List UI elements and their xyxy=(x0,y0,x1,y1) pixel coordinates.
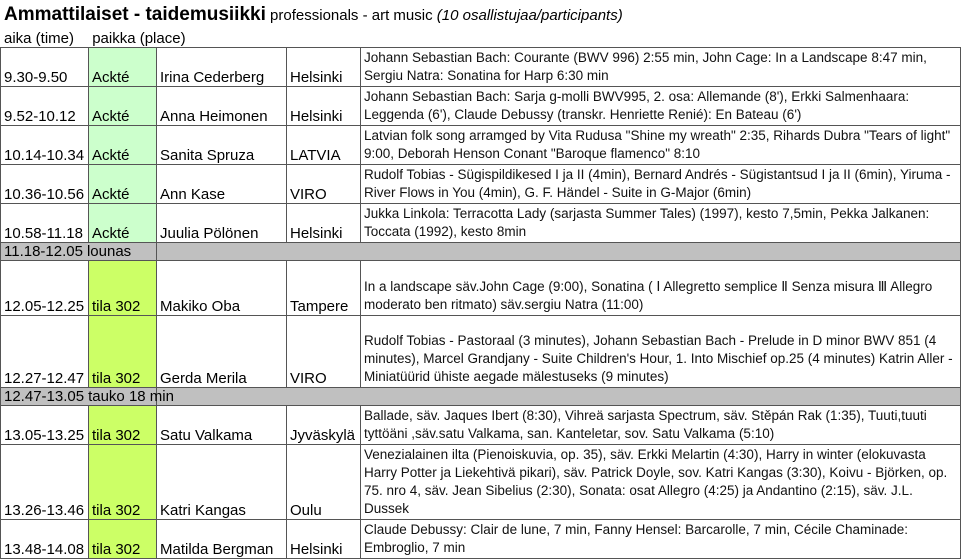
column-caption-row xyxy=(0,29,964,48)
break-label: lounas xyxy=(86,243,132,260)
time-cell: 13.48-14.08 xyxy=(1,520,89,559)
city-cell: Helsinki xyxy=(287,87,361,126)
time-cell: 13.05-13.25 xyxy=(1,406,89,445)
participant-count: (10 osallistujaa/participants) xyxy=(436,7,623,24)
table-row xyxy=(1,243,961,261)
city-cell: Helsinki xyxy=(287,48,361,87)
venue-cell: tila 302 xyxy=(89,520,157,559)
time-cell: 12.05-12.25 xyxy=(1,261,89,316)
time-cell: 10.36-10.56 xyxy=(1,165,89,204)
performer-cell: Gerda Merila xyxy=(157,316,287,388)
title-row xyxy=(0,0,964,29)
performer-cell: Irina Cederberg xyxy=(157,48,287,87)
break-label: tauko 18 min xyxy=(88,388,174,405)
works-cell: Claude Debussy: Clair de lune, 7 min, Fanny Hensel: Barcarolle, 7 min, Cécile Chaminade: Embroglio, 7 min xyxy=(361,520,961,559)
works-cell: Latvian folk song arramged by Vita Rudusa "Shine my wreath" 2:35, Rihards Dubra "Tears of light" 9:00, Deborah Henson Conant "Baroque flamenco" 8:10 xyxy=(361,126,961,165)
city-cell: Tampere xyxy=(287,261,361,316)
venue-cell: tila 302 xyxy=(89,261,157,316)
performer-cell: Anna Heimonen xyxy=(157,87,287,126)
city-cell: VIRO xyxy=(287,165,361,204)
performer-cell: Makiko Oba xyxy=(157,261,287,316)
time-caption: aika (time) xyxy=(4,30,75,47)
venue-cell: Ackté xyxy=(89,126,157,165)
performer-cell: Juulia Pölönen xyxy=(157,204,287,243)
title-english: professionals - art music xyxy=(270,7,433,24)
table-row xyxy=(1,126,961,165)
performer-cell: Matilda Bergman xyxy=(157,520,287,559)
break-filler xyxy=(157,388,961,406)
time-cell: 13.26-13.46 xyxy=(1,445,89,520)
performer-cell: Satu Valkama xyxy=(157,406,287,445)
time-cell: 9.52-10.12 xyxy=(1,87,89,126)
table-row xyxy=(1,316,961,388)
table-row xyxy=(1,388,961,406)
time-cell: 10.14-10.34 xyxy=(1,126,89,165)
performer-cell: Sanita Spruza xyxy=(157,126,287,165)
time-cell: 12.27-12.47 xyxy=(1,316,89,388)
works-cell: Johann Sebastian Bach: Sarja g-molli BWV995, 2. osa: Allemande (8'), Erkki Salmenhaara: Leggenda (6'), Claude Debussy (transkr. Henriette Renié): En Bateau (6') xyxy=(361,87,961,126)
city-cell: LATVIA xyxy=(287,126,361,165)
venue-cell: Ackté xyxy=(89,87,157,126)
break-filler xyxy=(157,243,961,261)
schedule-table xyxy=(0,47,961,559)
table-row xyxy=(1,520,961,559)
works-cell: Rudolf Tobias - Pastoraal (3 minutes), Johann Sebastian Bach - Prelude in D minor BWV 851 (4 minutes), Marcel Grandjany - Suite Children's Hour, 1. Into Mischief op.25 (4 minutes) Katrin Aller - Miniatüürid ühiste aegade mälestuseks (9 minutes) xyxy=(361,316,961,388)
city-cell: VIRO xyxy=(287,316,361,388)
table-row xyxy=(1,87,961,126)
break-cell xyxy=(1,388,174,406)
table-row xyxy=(1,48,961,87)
page-title: Ammattilaiset - taidemusiikki xyxy=(4,4,266,25)
works-cell: Jukka Linkola: Terracotta Lady (sarjasta Summer Tales) (1997), kesto 7,5min, Pekka Jalkanen: Toccata (1992), kesto 8min xyxy=(361,204,961,243)
time-cell: 9.30-9.50 xyxy=(1,48,89,87)
table-row xyxy=(1,445,961,520)
venue-cell: Ackté xyxy=(89,48,157,87)
place-caption: paikka (place) xyxy=(92,30,186,47)
table-row xyxy=(1,165,961,204)
works-cell: Rudolf Tobias - Sügispildikesed I ja II (4min), Bernard Andrés - Sügistantsud I ja II (6min), Yiruma - River Flows in You (4min), G. F. Händel - Suite in G-Major (6min) xyxy=(361,165,961,204)
city-cell: Oulu xyxy=(287,445,361,520)
venue-cell: Ackté xyxy=(89,165,157,204)
venue-cell: tila 302 xyxy=(89,316,157,388)
table-row xyxy=(1,406,961,445)
time-cell: 12.47-13.05 xyxy=(4,388,85,405)
break-cell xyxy=(1,243,157,261)
city-cell: Jyväskylä xyxy=(287,406,361,445)
table-row xyxy=(1,204,961,243)
table-row xyxy=(1,261,961,316)
time-cell: 11.18-12.05 xyxy=(4,243,83,260)
works-cell: In a landscape säv.John Cage (9:00), Sonatina ( Ⅰ Allegretto semplice Ⅱ Senza misura Ⅲ Allegro moderato ben ritmato) säv.sergiu Natra (11:00) xyxy=(361,261,961,316)
venue-cell: tila 302 xyxy=(89,445,157,520)
venue-cell: tila 302 xyxy=(89,406,157,445)
city-cell: Helsinki xyxy=(287,520,361,559)
performer-cell: Ann Kase xyxy=(157,165,287,204)
works-cell: Johann Sebastian Bach: Courante (BWV 996) 2:55 min, John Cage: In a Landscape 8:47 min, Sergiu Natra: Sonatina for Harp 6:30 min xyxy=(361,48,961,87)
works-cell: Ballade, säv. Jaques Ibert (8:30), Vihreä sarjasta Spectrum, säv. Stěpán Rak (1:35), Tuuti,tuuti tyttöäni ,säv.satu Valkama, san. Kanteletar, sov. Satu Valkama (5:10) xyxy=(361,406,961,445)
time-cell: 10.58-11.18 xyxy=(1,204,89,243)
city-cell: Helsinki xyxy=(287,204,361,243)
performer-cell: Katri Kangas xyxy=(157,445,287,520)
works-cell: Venezialainen ilta (Pienoiskuvia, op. 35), säv. Erkki Melartin (4:30), Harry in winter (elokuvasta Harry Potter ja Liekehtivä pikari), säv. Patrick Doyle, sov. Katri Kangas (3:30), Koivu - Björken, op. 75. nro 4, säv. Jean Sibelius (2:30), Sonata: osat Allegro (4:25) ja Andantino (2:15), säv. J.L. Dussek xyxy=(361,445,961,520)
venue-cell: Ackté xyxy=(89,204,157,243)
